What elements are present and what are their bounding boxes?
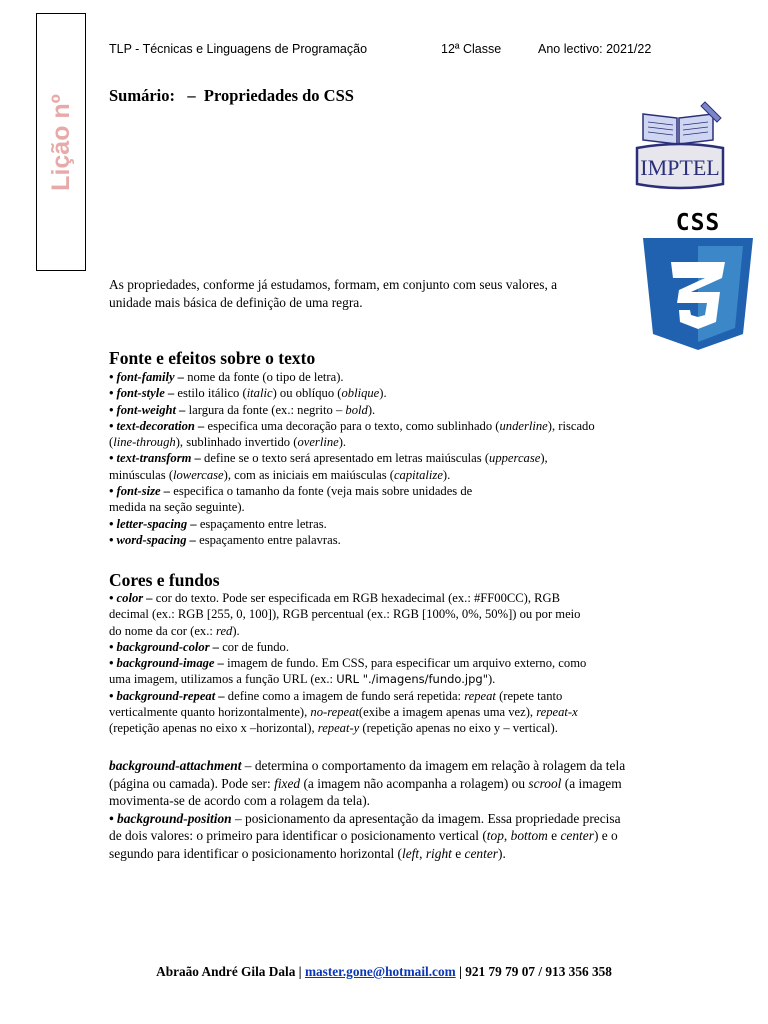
footer-email-link[interactable]: master.gone@hotmail.com (304, 964, 456, 979)
section-font-title: Fonte e efeitos sobre o texto (109, 348, 316, 368)
list-item: medida na seção seguinte). (109, 500, 245, 515)
intro-line-1: As propriedades, conforme já estudamos, formam, em conjunto com seus valores, a (109, 277, 558, 292)
header-year: Ano lectivo: 2021/22 (538, 42, 652, 56)
list-item: • word-spacing – espaçamento entre palavras. (109, 532, 341, 547)
imptel-logo-text: IMPTEL (640, 155, 720, 180)
list-item: • font-size – especifica o tamanho da fonte (veja mais sobre unidades de (109, 484, 473, 499)
intro-line-2: unidade mais básica de definição de uma regra. (109, 294, 363, 310)
list-item: • background-color – cor de fundo. (109, 639, 290, 654)
list-item: (line-through), sublinhado invertido (overline). (109, 435, 347, 450)
list-item: • letter-spacing – espaçamento entre letras. (109, 516, 327, 531)
color-properties-list (109, 590, 586, 737)
footer-author: Abraão André Gila Dala | (156, 964, 302, 979)
list-item: • text-transform – define se o texto será apresentado em letras maiúsculas (uppercase), (109, 451, 548, 466)
list-item: (repetição apenas no eixo x –horizontal), repeat-y (repetição apenas no eixo y – vertical). (109, 721, 558, 736)
list-item: • color – cor do texto. Pode ser especificada em RGB hexadecimal (ex.: #FF00CC), RGB (109, 591, 561, 605)
section-colors-title: Cores e fundos (109, 570, 220, 590)
header-grade: 12ª Classe (441, 42, 502, 56)
footer (0, 964, 768, 980)
list-item: • font-weight – largura da fonte (ex.: negrito – bold). (109, 402, 376, 417)
list-item: • background-image – imagem de fundo. Em CSS, para especificar um arquivo externo, como (109, 656, 587, 671)
list-item: minúsculas (lowercase), com as iniciais em maiúsculas (capitalize). (109, 467, 451, 482)
imptel-logo (625, 100, 735, 200)
intro-paragraph (109, 276, 557, 311)
summary-line (109, 86, 354, 106)
lesson-label-wrap (36, 13, 86, 271)
summary-dash: – (187, 86, 196, 105)
lesson-label: Lição nº (46, 93, 75, 191)
list-item: • background-repeat – define como a imagem de fundo será repetida: repeat (repete tanto (109, 688, 563, 703)
list-item: • text-decoration – especifica uma decoração para o texto, como sublinhado (underline), riscado (109, 418, 595, 433)
list-item: • font-style – estilo itálico (italic) ou oblíquo (oblique). (109, 386, 387, 401)
css3-shield-icon (643, 238, 753, 350)
font-properties-list (109, 369, 595, 548)
css-logo-label: CSS (675, 210, 721, 236)
list-item: uma imagem, utilizamos a função URL (ex.: URL "./imagens/fundo.jpg"). (109, 672, 496, 687)
summary-label: Sumário: (109, 86, 175, 105)
summary-title: Propriedades do CSS (203, 86, 354, 105)
list-item: verticalmente quanto horizontalmente), no-repeat(exibe a imagem apenas uma vez), repeat-x (109, 705, 578, 720)
header-subject: TLP - Técnicas e Linguagens de Programação (109, 42, 368, 56)
footer-phones: | 921 79 79 07 / 913 356 358 (459, 964, 612, 979)
list-item: • font-family – nome da fonte (o tipo de letra). (109, 370, 344, 384)
list-item: decimal (ex.: RGB [255, 0, 100]), RGB percentual (ex.: RGB [100%, 0%, 50%]) ou por meio (109, 607, 581, 622)
list-item: do nome da cor (ex.: red). (109, 623, 240, 638)
attachment-paragraph: background-attachment – determina o comportamento da imagem em relação à rolagem da tela (página ou camada). Pode ser: fixed (a imagem não acompanha a rolagem) ou scrool (a imagem movimenta-se de acordo com a rolagem da tela). • background-position – posicionamento da apresentação da imagem. Essa propriedade precisa de dois valores: o primeiro para identificar o posicionamento vertical (top, bottom e center) e o segundo para identificar o posicionamento horizontal (left, right e center). (109, 758, 626, 861)
